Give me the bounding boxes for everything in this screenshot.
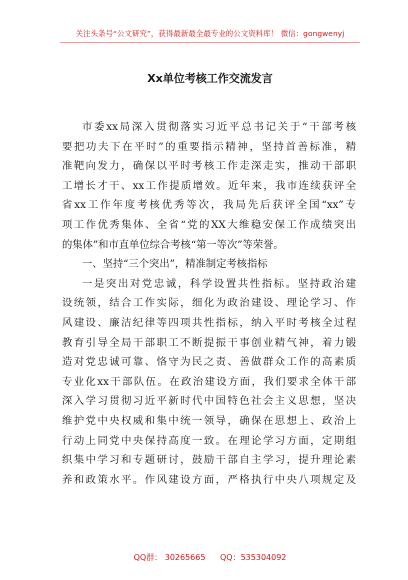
body-line: 教育引导全局干部职工不断提振干事创业精气神，着力锻 [62,336,356,349]
body-line: 深入学习贯彻习近平新时代中国特色社会主义思想，坚决 [62,395,356,408]
body-line: 的集体”和市直单位综合考核“第一等次”等荣誉。 [62,238,284,251]
body-line: 准靶向发力，确保以平时考核工作走深走实，推动干部职 [62,160,356,173]
body-line: 行动上同党中央保持高度一致。在理论学习方面，定期组 [62,434,356,447]
body-line: 要把功夫下在平时”的重要指示精神，坚持首善标准，精 [62,140,356,153]
body-line: 工增长才干、xx工作提质增效。近年来，我市连续获评全 [62,179,356,192]
body-line: 市委xx局深入贯彻落实习近平总书记关于“干部考核 [82,121,356,133]
body-line: 项工作优秀集体、全省“党的XX大维稳安保工作成绩突出 [62,218,356,231]
body-line: 省xx工作年度考核优秀等次，我局先后获评全国“xx”专 [62,199,356,212]
promo-header: 关注头条号“公文研究”，获得最新最全最专业的公文资料库！ 微信：gongwenyj [75,29,345,38]
header-divider [60,42,360,43]
body-line: 专业化xx干部队伍。在政治建设方面，我们要求全体干部 [62,375,356,388]
body-line: 造对党忠诚可靠、恪守为民之责、善做群众工作的高素质 [62,356,356,369]
body-line: 织集中学习和专题研讨，鼓励干部自主学习，提升理论素 [62,454,356,467]
body-line: 一是突出对党忠诚，科学设置共性指标。坚持政治建 [82,277,356,290]
body-line: 维护党中央权威和集中统一领导，确保在思想上、政治上 [62,414,356,427]
document-body [62,118,356,490]
document-title: Xx单位考核工作交流发言 [147,72,273,85]
body-line: 风建设、廉洁纪律等四项共性指标，纳入平时考核全过程 [62,316,356,329]
body-line: 养和政策水平。作风建设方面，严格执行中央八项规定及 [62,473,356,486]
qq-number: QQ：535304092 [220,553,287,562]
qq-group-number: QQ群： 30265665 [133,553,206,562]
footer-contact [60,552,360,563]
body-line: 设统领，结合工作实际，细化为政治建设、理论学习、作 [62,297,356,310]
body-line: 一、坚持“三个突出”，精准制定考核指标 [82,258,268,271]
